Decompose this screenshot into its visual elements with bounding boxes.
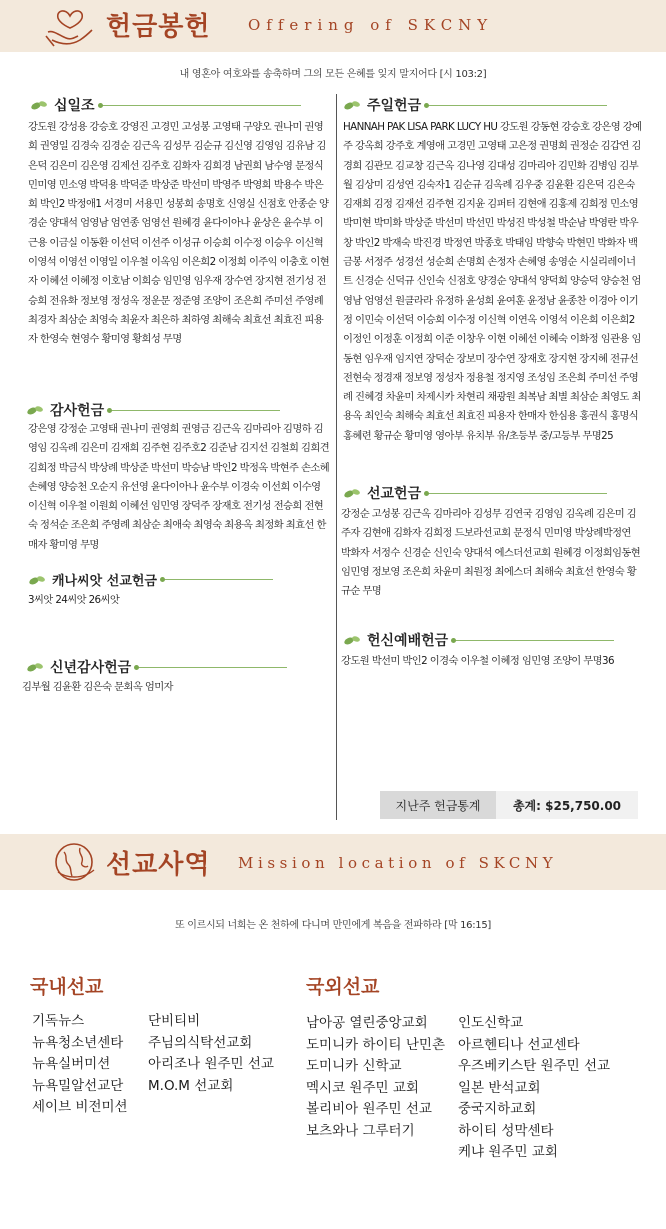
list-item: 볼리비아 원주민 선교 [306,1101,432,1117]
section-mission-title: 선교헌금 [367,486,422,502]
overseas-title: 국외선교 [306,976,380,998]
list-item: 뉴욕청소년센타 [32,1034,124,1051]
list-item: 기독뉴스 [32,1013,85,1029]
list-item: 단비티비 [148,1013,201,1029]
list-item: 아리조나 원주민 선교 [148,1056,274,1072]
domestic-title: 국내선교 [30,976,104,998]
section-tithe-header [30,95,301,115]
list-item: 뉴욕밀알선교단 [32,1077,124,1094]
section-newyear-title: 신년감사헌금 [50,660,132,676]
canada-names: 3씨앗 24씨앗 26씨앗 [28,594,120,606]
list-item: M.O.M 선교회 [148,1077,234,1094]
section-thanks-title: 감사헌금 [50,403,105,419]
section-sunday-title: 주일헌금 [367,98,422,114]
section-rule [101,105,301,106]
leaf-icon [28,574,46,586]
sunday-names: HANNAH PAK LISA PARK LUCY HU 강도원 강동현 강승호 강은영 강예주 강옥희 강주호 계영애 고경민 고영태 고은정 권명희 권정순 김갑연 김경희 김관모 김교창 김근옥 김나영 김대성 김마리아 김민화 김병임 김부월 김상미 김성연 김숙자1 김순규 김옥례 김우중 김윤환 김은덕 김은숙 김재희 김정 김재선 김주현 김지윤 김퍼터 김현애 김홍제 김희정 민소영 박미현 박미화 박상준 박선미 박선민 박성진 박성철 박순남 박영란 박우창 박인2 박재숙 박진경 박정연 박종호 박태임 박향숙 박현민 박화자 백금봉 서정주 성경선 성순희 손명희 손정자 손혜영 송영순 시실리레이너트 신경순 신덕규 신인숙 신점호 양경순 양대석 양덕희 양승덕 양승천 엄영남 엄영선 원클라라 유정하 윤성희 윤여훈 윤정남 윤종찬 이경아 이기정 이민숙 이선덕 이승희 이수정 이신혁 이연옥 이영석 이은희 이은희2 이정인 이정훈 이정희 이준 이창우 이현 이혜선 이혜숙 이화정 임관용 임동현 임우재 임지연 장덕순 장보미 장수연 장재호 장지현 장지혜 전규선 전현숙 정경재 정보영 정성자 정용철 정지영 조성임 조은희 주미선 주영례 진혜경 차윤미 차제시카 차현리 채광원 최복남 최별 최삼순 최영도 최용옥 최인숙 최해숙 최효선 최효진 피용자 한매자 한심용 홍권식 홍명식 홍혜련 황규순 황미영 영아부 유치부 유/초등부 중/고등부 무명25 [343,121,642,442]
list-item: 일본 반석교회 [458,1079,541,1096]
column-divider [336,94,337,820]
section-rule [427,105,607,106]
list-item: 케냐 원주민 교회 [458,1144,558,1160]
section-dedication-title: 헌신예배헌금 [367,633,449,649]
mission-subtitle: Mission location of SKCNY [238,854,558,872]
list-item: 도미니카 신학교 [306,1058,402,1074]
overseas-list-1 [306,1013,445,1142]
list-item: 하이티 성막센타 [458,1122,554,1139]
tithe-names: 강도원 강성용 강승호 강영진 고경민 고성봉 고영태 구양오 권나미 권영희 권영일 김경숙 김경순 김근옥 김성무 김순규 김신영 김영임 김유남 김은덕 김은미 김은영 김제선 김주호 김화자 김희경 남권희 남수영 문정식 민미영 민소영 박덕용 박덕준 박상준 박선미 박영주 박영희 박용수 박은희 박인2 박정애1 서경미 서용민 성봉희 송명호 신영실 신점호 안종순 양경순 양대석 엄영남 엄연종 엄영선 원혜경 윤다이아나 윤상은 윤수부 이근용 이금실 이동환 이선덕 이선주 이성규 이승희 이수정 이승우 이신혁 이영석 이영선 이영일 이우철 이옥임 이은희2 이정희 이주익 이충호 이현자 이혜선 이혜정 이호남 이희승 임민영 임우재 장수연 장지현 전기성 전승희 전유화 정보영 정성옥 정운문 정준영 조양이 조은희 주미선 주영례 최경자 최삼순 최영숙 최윤자 최은하 최하영 최해숙 최효선 최효진 피용자 한영숙 현영수 황미영 황희성 무명 [28,121,330,346]
list-item: 아르헨티나 선교센타 [458,1036,580,1053]
thanks-names: 강은영 강정순 고영태 권나미 권영희 권영금 김근옥 김마리아 김명하 김영임 김옥례 김은미 김재희 김주현 김주호2 김준남 김지선 김철희 김희견 김희정 박금식 박상례 박상준 박선미 박승남 박인2 박정옥 박현주 손소혜 손혜영 양승천 오순지 유선영 윤다이아나 윤수부 이경숙 이선희 이수영 이신혁 이우철 이원희 이혜선 임민영 장덕주 장재호 전기성 전승희 전현숙 정석순 조은희 주영례 최삼순 최애숙 최영숙 최용옥 최정화 최효선 한매자 황미영 무명 [28,423,330,551]
list-item: 세이브 비전미션 [32,1099,128,1115]
list-item: 보츠와나 그루터기 [306,1122,415,1139]
offering-subtitle: Offering of SKCNY [248,16,494,34]
domestic-list-2 [148,1011,274,1097]
list-item: 뉴욕실버미션 [32,1056,111,1072]
offering-title: 헌금봉헌 [106,12,211,42]
stats-label: 지난주 헌금통계 [380,791,496,819]
section-rule [137,667,287,668]
offering-quote: 내 영혼아 여호와를 송축하며 그의 모든 은혜를 잊지 말지어다 [시 103:2] [179,69,487,80]
leaf-icon [26,661,44,673]
hands-heart-logo-icon [44,2,96,50]
section-canada-title: 캐나씨앗 선교헌금 [52,574,157,589]
section-rule [427,493,607,494]
overseas-list-2 [458,1013,610,1164]
section-canada-header [28,570,273,589]
section-rule [454,640,614,641]
mission-quote: 또 이르시되 너희는 온 천하에 다니며 만민에게 복음을 전파하라 [막 16:15] [174,920,492,931]
leaf-icon [343,487,361,499]
list-item: 인도신학교 [458,1015,524,1031]
offering-stats [380,791,638,819]
leaf-icon [343,634,361,646]
section-rule [163,579,273,580]
newyear-names: 김부월 김윤환 김은숙 문회옥 엄미자 [22,681,173,693]
list-item: 남아공 열린중앙교회 [306,1015,428,1031]
section-dedication-header [343,630,614,650]
offering-banner [0,0,666,52]
dedication-names: 강도원 박선미 박인2 이경숙 이우철 이혜정 임민영 조양이 무명36 [341,655,614,667]
mission-names: 강정순 고성봉 김근옥 김마리아 김성무 김연국 김영임 김옥례 김은미 김주자 김현애 김화자 김희정 드보라선교회 문정식 민미영 박상례박정연 박화자 서정수 신경순 신인숙 양대석 에스더선교회 원혜경 이정희임동현 임민영 정보영 조은희 차윤미 최원정 최에스더 최해숙 최효선 한영숙 황규순 무명 [341,508,641,598]
section-rule [110,410,280,411]
section-sunday-header [343,95,607,115]
domestic-list-1 [32,1011,128,1119]
leaf-icon [343,99,361,111]
globe-logo-icon [50,838,100,886]
section-thanks-header [26,400,280,420]
section-newyear-header [26,657,287,677]
section-mission-header [343,483,607,503]
mission-title: 선교사역 [106,850,211,880]
list-item: 주님의식탁선교회 [148,1034,253,1051]
list-item: 멕시코 원주민 교회 [306,1079,419,1096]
leaf-icon [30,99,48,111]
section-tithe-title: 십일조 [54,98,95,114]
list-item: 중국지하교회 [458,1101,537,1117]
stats-total: 총계: $25,750.00 [496,791,638,819]
mission-banner [0,834,666,890]
list-item: 우즈베키스탄 원주민 선교 [458,1058,611,1074]
leaf-icon [26,404,44,416]
list-item: 도미니카 하이티 난민촌 [306,1036,445,1053]
